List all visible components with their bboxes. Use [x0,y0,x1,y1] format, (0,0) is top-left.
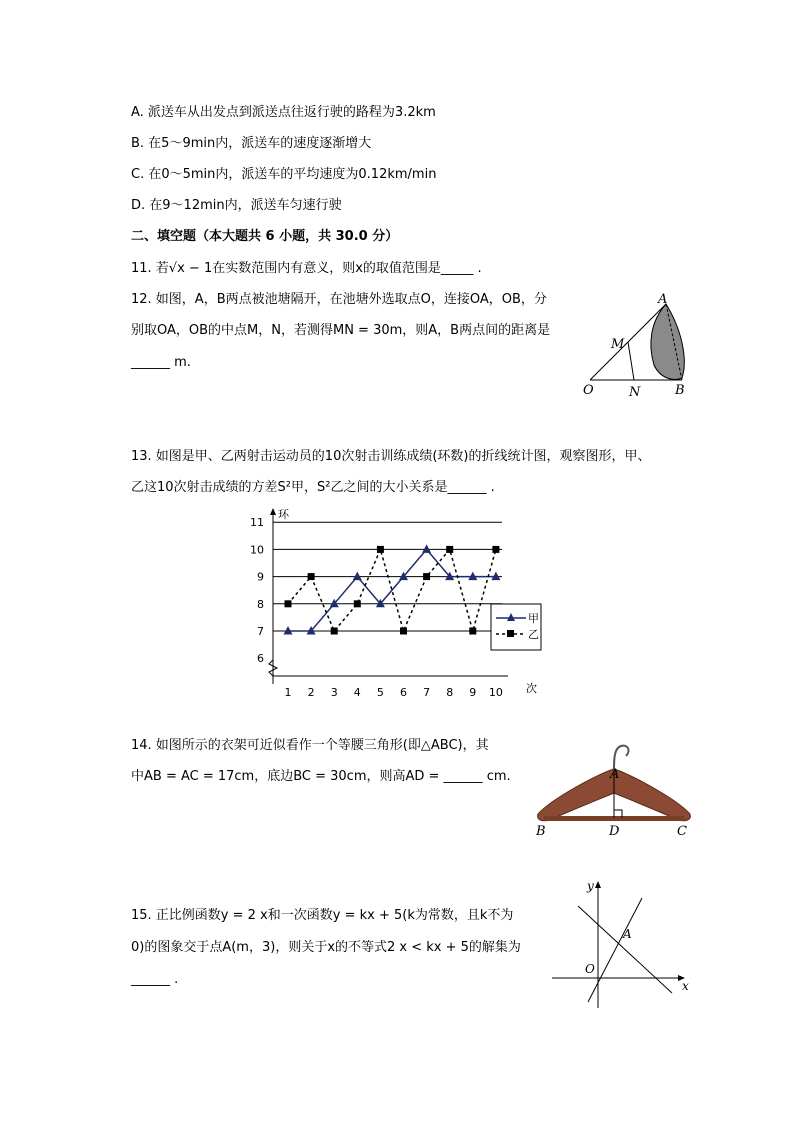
x-tick-label: 7 [423,686,431,699]
data-point-jia [491,572,500,581]
label-o: O [585,962,595,976]
section-heading: 二、填空题（本大题共 6 小题，共 30.0 分） [131,229,399,244]
x-tick-label: 10 [488,686,503,699]
data-point-yi [285,600,292,607]
series-line-jia [288,549,496,631]
data-point-yi [469,628,476,635]
question-14-line2: 中AB = AC = 17cm，底边BC = 30cm，则高AD = ______ cm. [131,769,511,784]
y-tick-label: 10 [250,543,264,557]
legend-box [491,604,541,650]
figure-14-hanger [532,738,702,843]
label-y: y [587,879,594,893]
x-tick-label: 9 [469,686,477,699]
label-o: O [583,383,594,398]
x-tick-label: 1 [284,686,292,699]
question-12-line2: 别取OA，OB的中点M，N，若测得MN = 30m，则A，B两点间的距离是 [131,323,551,338]
question-12-line1: 12. 如图，A，B两点被池塘隔开，在池塘外选取点O，连接OA，OB，分 [131,292,547,307]
question-13-line1: 13. 如图是甲、乙两射击运动员的10次射击训练成绩(环数)的折线统计图，观察图形，甲、 [131,449,651,464]
y-tick-label: 6 [257,652,264,666]
x-tick-label: 6 [400,686,407,699]
data-point-yi [377,546,384,553]
line-y-2x [588,898,642,1002]
data-point-yi [492,546,499,553]
question-15-line2: 0)的图象交于点A(m，3)，则关于x的不等式2 x < kx + 5的解集为 [131,940,521,955]
data-point-jia [422,544,431,553]
legend-yi-marker [507,630,514,637]
option-d: D. 在9～12min内，派送车匀速行驶 [131,198,342,213]
question-11: 11. 若√x − 1在实数范围内有意义，则x的取值范围是_____ . [131,261,482,276]
y-axis-arrow [595,881,601,888]
y-tick-label: 11 [250,516,264,530]
label-x: x [682,979,689,993]
label-d: D [609,824,620,839]
label-n: N [629,385,641,400]
option-c: C. 在0～5min内，派送车的平均速度为0.12km/min [131,167,437,182]
label-c: C [677,824,687,839]
question-15-line1: 15. 正比例函数y = 2 x和一次函数y = kx + 5(k为常数，且k不为 [131,908,514,923]
y-axis-label: 环 [278,508,289,521]
x-tick-label: 2 [307,686,315,699]
x-tick-label: 8 [446,686,454,699]
x-axis-label: 次 [526,682,537,695]
x-tick-label: 4 [353,686,361,699]
data-point-yi [331,628,338,635]
label-a: A [658,292,668,307]
label-a: A [623,927,632,941]
data-point-yi [446,546,453,553]
question-12-line3: ______ m. [131,355,191,370]
question-15-line3: ______ . [131,972,179,987]
label-m: M [611,337,625,352]
label-a: A [610,767,620,782]
legend-yi-label: 乙 [528,628,539,641]
figure-15-graph [550,878,695,1013]
data-point-jia [468,572,477,581]
figure-12-pond [578,290,708,405]
legend-jia-label: 甲 [528,612,539,625]
y-tick-label: 7 [257,625,264,638]
option-b: B. 在5～9min内，派送车的速度逐渐增大 [131,136,372,151]
data-point-yi [423,573,430,580]
data-point-jia [353,572,362,581]
question-14-line1: 14. 如图所示的衣架可近似看作一个等腰三角形(即△ABC)，其 [131,738,489,753]
x-tick-label: 3 [330,686,338,699]
label-b: B [536,824,546,839]
shooting-line-chart [240,508,550,703]
label-b: B [675,383,685,398]
option-a: A. 派送车从出发点到派送点往返行驶的路程为3.2km [131,105,436,120]
data-point-yi [400,628,407,635]
y-tick-label: 9 [257,570,264,584]
data-point-yi [354,600,361,607]
data-point-yi [308,573,315,580]
y-tick-label: 8 [257,597,264,611]
x-tick-label: 5 [376,686,384,699]
question-13-line2: 乙这10次射击成绩的方差S²甲，S²乙之间的大小关系是______ . [131,480,495,495]
line-y-kx-5 [578,906,672,993]
y-axis-arrow [270,508,276,515]
